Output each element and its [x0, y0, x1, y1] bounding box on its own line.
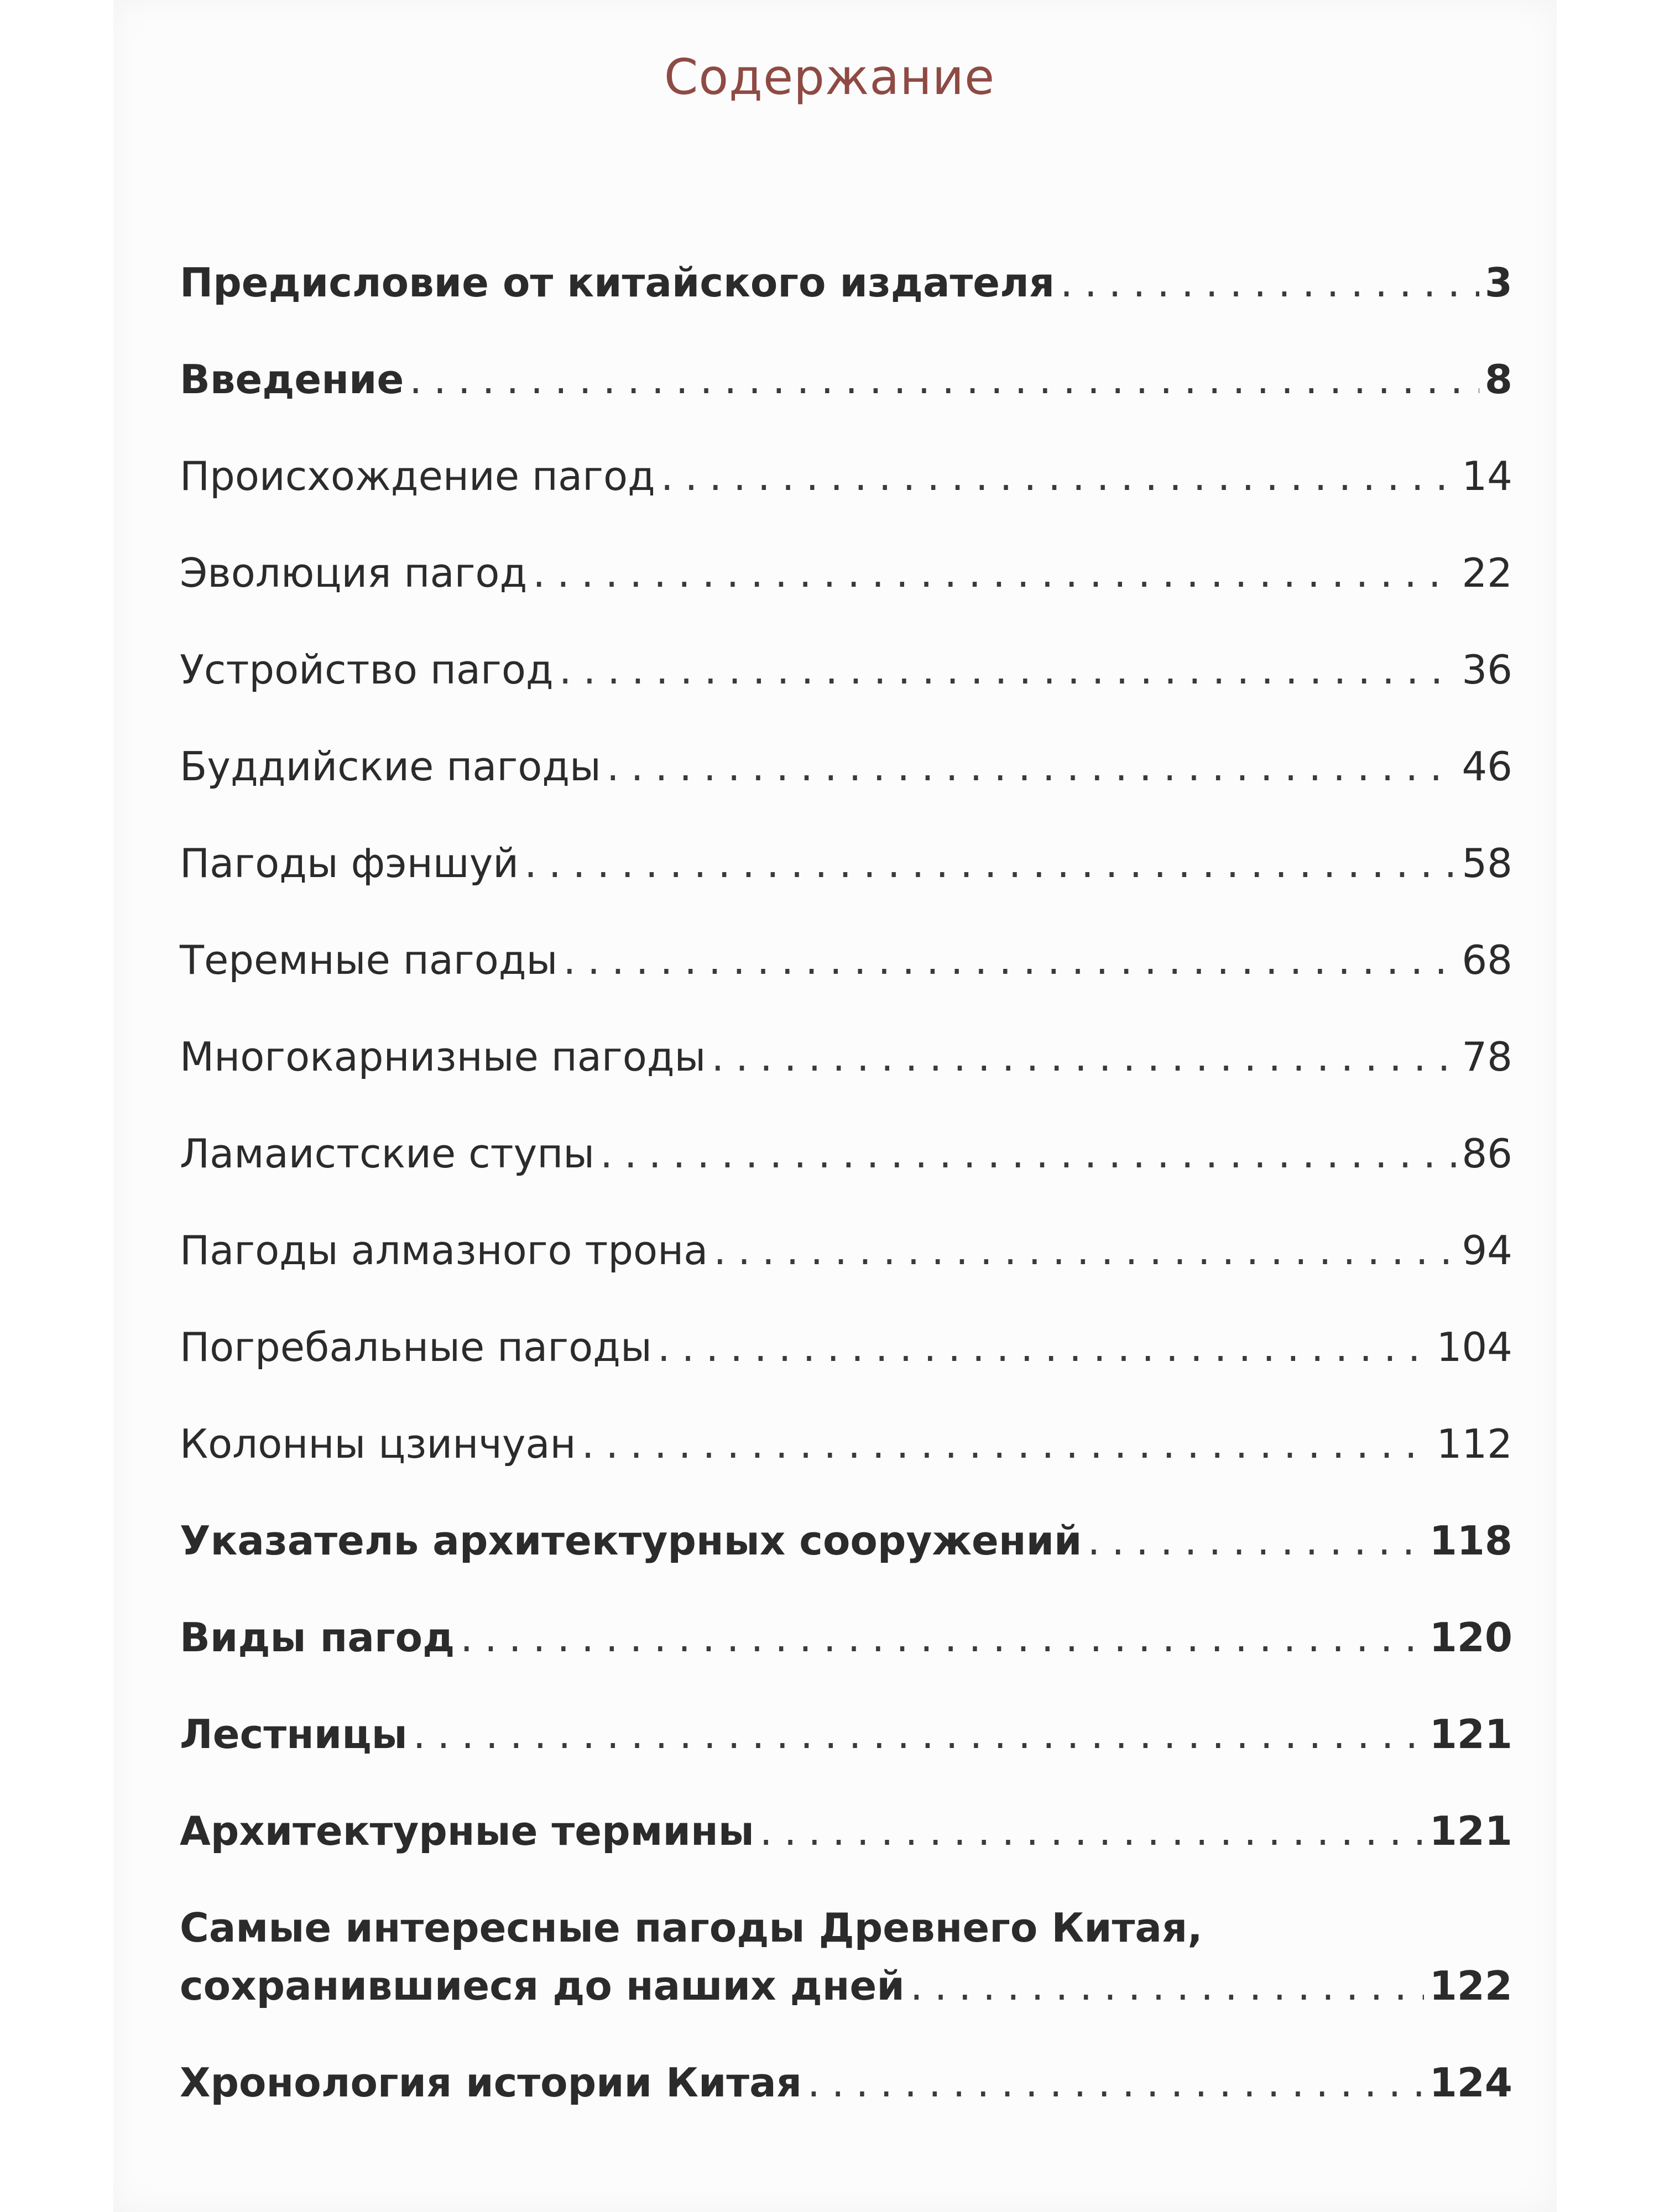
toc-entry-multi-eave[interactable]	[180, 1031, 1512, 1082]
toc-entry-page: 86	[1462, 1130, 1512, 1177]
toc-entry-page: 104	[1436, 1324, 1512, 1370]
toc-entry-label: Пагоды алмазного трона	[180, 1227, 708, 1274]
toc-entry-label: Предисловие от китайского издателя	[180, 259, 1055, 306]
toc-entry-page: 122	[1429, 1963, 1512, 2009]
toc-entry-label: Лестницы	[180, 1711, 408, 1757]
dot-leader	[807, 2057, 1424, 2108]
toc-entry-label: Эволюция пагод	[180, 550, 528, 596]
toc-entry-types[interactable]	[180, 1612, 1512, 1663]
toc-entry-label: Хронология истории Китая	[180, 2059, 802, 2106]
dot-leader	[524, 838, 1456, 889]
toc-entry-label: Виды пагод	[180, 1614, 455, 1661]
toc-entry-page: 22	[1462, 550, 1512, 596]
dot-leader	[460, 1612, 1423, 1663]
toc-entry-origin[interactable]	[180, 451, 1512, 502]
dot-leader	[582, 1418, 1431, 1469]
toc-entry-terms[interactable]	[180, 1806, 1512, 1856]
toc-entry-page: 58	[1462, 840, 1512, 886]
dot-leader	[910, 1960, 1424, 2011]
toc-entry-diamond-throne[interactable]	[180, 1225, 1512, 1276]
toc-entry-page: 112	[1436, 1421, 1512, 1467]
toc-entry-jingchuang[interactable]	[180, 1418, 1512, 1469]
toc-entry-label: Ламаистские ступы	[180, 1130, 595, 1177]
dot-leader	[600, 1128, 1456, 1179]
toc-entry-structure[interactable]	[180, 644, 1512, 695]
toc-entry-label: Устройство пагод	[180, 646, 554, 693]
toc-entry-label: Пагоды фэншуй	[180, 840, 519, 886]
toc-entry-evolution[interactable]	[180, 547, 1512, 598]
toc-entry-funerary[interactable]	[180, 1322, 1512, 1373]
toc-entry-page: 121	[1429, 1808, 1512, 1854]
toc-entry-page: 78	[1462, 1034, 1512, 1080]
toc-entry-page: 3	[1484, 259, 1512, 306]
toc-entry-page: 68	[1462, 937, 1512, 983]
page-title: Содержание	[664, 49, 995, 106]
dot-leader	[1060, 257, 1479, 308]
dot-leader	[661, 451, 1457, 502]
toc-entry-label: Буддийские пагоды	[180, 743, 601, 790]
toc-entry-buddhist[interactable]	[180, 741, 1512, 792]
toc-entry-page: 118	[1429, 1517, 1512, 1564]
toc-entry-label: Колонны цзинчуан	[180, 1421, 576, 1467]
dot-leader	[760, 1806, 1424, 1856]
toc-entry-stairs[interactable]	[180, 1709, 1512, 1760]
dot-leader	[413, 1709, 1424, 1760]
toc-entry-introduction[interactable]	[180, 354, 1512, 405]
toc-entry-preface[interactable]	[180, 257, 1512, 308]
dot-leader	[409, 354, 1479, 405]
table-of-contents	[180, 0, 1512, 2212]
toc-entry-surviving-pagodas[interactable]	[180, 1960, 1512, 2011]
toc-entry-label: Происхождение пагод	[180, 453, 655, 499]
dot-leader	[711, 1031, 1456, 1082]
toc-entry-lamaist[interactable]	[180, 1128, 1512, 1179]
toc-entry-label: сохранившиеся до наших дней	[180, 1963, 905, 2009]
toc-entry-page: 121	[1429, 1711, 1512, 1757]
toc-entry-fengshui[interactable]	[180, 838, 1512, 889]
dot-leader	[607, 741, 1456, 792]
toc-entry-label: Указатель архитектурных сооружений	[180, 1517, 1082, 1564]
toc-entry-index[interactable]	[180, 1515, 1512, 1566]
dot-leader	[533, 547, 1456, 598]
toc-entry-page: 36	[1462, 646, 1512, 693]
dot-leader	[563, 935, 1456, 985]
toc-entry-label: Введение	[180, 356, 404, 403]
toc-entry-label: Многокарнизные пагоды	[180, 1034, 706, 1080]
dot-leader	[713, 1225, 1456, 1276]
toc-entry-page: 94	[1462, 1227, 1512, 1274]
dot-leader	[559, 644, 1457, 695]
dot-leader	[1088, 1515, 1424, 1566]
toc-entry-page: 124	[1429, 2059, 1512, 2106]
toc-entry-page: 8	[1484, 356, 1512, 403]
toc-entry-page: 14	[1462, 453, 1512, 499]
toc-entry-label: Архитектурные термины	[180, 1808, 754, 1854]
toc-entry-pavilion[interactable]	[180, 935, 1512, 985]
toc-entry-label: Погребальные пагоды	[180, 1324, 652, 1370]
toc-entry-page: 120	[1429, 1614, 1512, 1661]
toc-entry-label-line1[interactable]: Самые интересные пагоды Древнего Китая,	[180, 1905, 1203, 1951]
dot-leader	[658, 1322, 1431, 1373]
toc-entry-label: Теремные пагоды	[180, 937, 558, 983]
toc-entry-chronology[interactable]	[180, 2057, 1512, 2108]
toc-entry-page: 46	[1462, 743, 1512, 790]
